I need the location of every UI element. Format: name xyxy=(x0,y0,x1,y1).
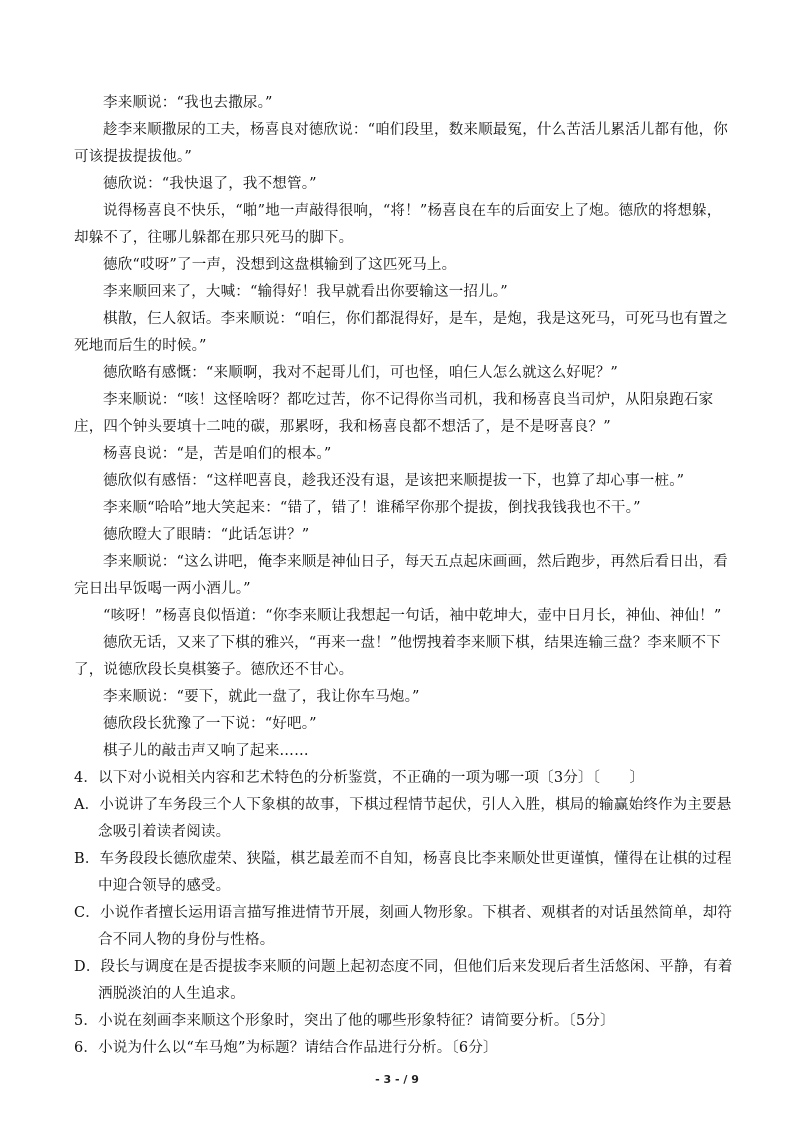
story-paragraph: 德欣说：“我快退了，我不想管。” xyxy=(103,176,317,192)
question-6: 6．小说为什么以“车马炮”为标题？请结合作品进行分析。〔6分〕 xyxy=(74,1040,498,1056)
story-paragraph: 李来顺回来了，大喊：“输得好！我早就看出你要输这一招儿。” xyxy=(103,284,508,300)
option-c: C．小说作者擅长运用语言描写推进情节开展，刻画人物形象。下棋者、观棋者的对话虽然简单，却符合不同人物的身份与性格。 xyxy=(74,905,733,948)
option-b: B．车务段段长德欣虚荣、狭隘，棋艺最差而不自知，杨喜良比李来顺处世更谨慎，懂得在让棋的过程中迎合领导的感受。 xyxy=(74,851,732,894)
story-paragraph: 趁李来顺撒尿的工夫，杨喜良对德欣说：“咱们段里，数来顺最冤，什么苦活儿累活儿都有他，你可该提拔提拔他。” xyxy=(74,122,729,165)
story-paragraph: 李来顺“哈哈”地大笑起来：“错了，错了！谁稀罕你那个提拔，倒找我钱我也不干。” xyxy=(103,500,641,516)
story-paragraph: 李来顺说：“我也去撒尿。” xyxy=(103,95,273,111)
story-paragraph: 德欣“哎呀”了一声，没想到这盘棋输到了这匹死马上。 xyxy=(103,257,457,273)
story-paragraph: 德欣段长犹豫了一下说：“好吧。” xyxy=(103,716,317,732)
page-number: - 3 - / 9 xyxy=(375,1073,419,1086)
story-paragraph: “咳呀！”杨喜良似悟道：“你李来顺让我想起一句话，袖中乾坤大，壶中日月长，神仙、神仙！” xyxy=(103,608,722,624)
story-paragraph: 德欣瞪大了眼睛：“此话怎讲？” xyxy=(103,527,310,543)
story-paragraph: 李来顺说：“咳！这怪啥呀？都吃过苦，你不记得你当司机，我和杨喜良当司炉，从阳泉跑石家庄，四个钟头要填十二吨的碳，那累呀，我和杨喜良都不想活了，是不是呀喜良？” xyxy=(74,392,714,435)
story-paragraph: 棋散，仨人叙话。李来顺说：“咱仨，你们都混得好，是车，是炮，我是这死马，可死马也有置之死地而后生的时候。” xyxy=(74,311,729,354)
story-paragraph: 德欣略有感慨：“来顺啊，我对不起哥儿们，可也怪，咱仨人怎么就这么好呢？” xyxy=(103,365,619,381)
question-4: 4．以下对小说相关内容和艺术特色的分析鉴赏，不正确的一项为哪一项〔3分〕〔 〕 xyxy=(74,770,645,786)
option-d: D．段长与调度在是否提拔李来顺的问题上起初态度不同，但他们后来发现后者生活悠闲、平静，有着洒脱淡泊的人生追求。 xyxy=(74,959,733,1002)
story-paragraph: 李来顺说：“这么讲吧，俺李来顺是神仙日子，每天五点起床画画，然后跑步，再然后看日出，看完日出早饭喝一两小酒儿。” xyxy=(74,554,729,597)
story-paragraph: 李来顺说：“要下，就此一盘了，我让你车马炮。” xyxy=(103,689,420,705)
story-paragraph: 棋子儿的敲击声又响了起来…… xyxy=(103,743,309,759)
option-a: A．小说讲了车务段三个人下象棋的故事，下棋过程情节起伏，引人入胜，棋局的输赢始终作为主要悬念吸引着读者阅读。 xyxy=(74,797,732,840)
story-paragraph: 杨喜良说：“是，苦是咱们的根本。” xyxy=(103,446,332,462)
story-paragraph: 说得杨喜良不快乐，“啪”地一声敲得很响，“将！”杨喜良在车的后面安上了炮。德欣的将想躲，却躲不了，往哪儿躲都在那只死马的脚下。 xyxy=(74,203,722,246)
story-paragraph: 德欣似有感悟：“这样吧喜良，趁我还没有退，是该把来顺提拔一下，也算了却心事一桩。” xyxy=(103,473,685,489)
story-paragraph: 德欣无话，又来了下棋的雅兴，“再来一盘！”他愣拽着李来顺下棋，结果连输三盘？李来顺不下了，说德欣段长臭棋篓子。德欣还不甘心。 xyxy=(74,635,721,678)
question-5: 5．小说在刻画李来顺这个形象时，突出了他的哪些形象特征？请简要分析。〔5分〕 xyxy=(74,1013,615,1029)
